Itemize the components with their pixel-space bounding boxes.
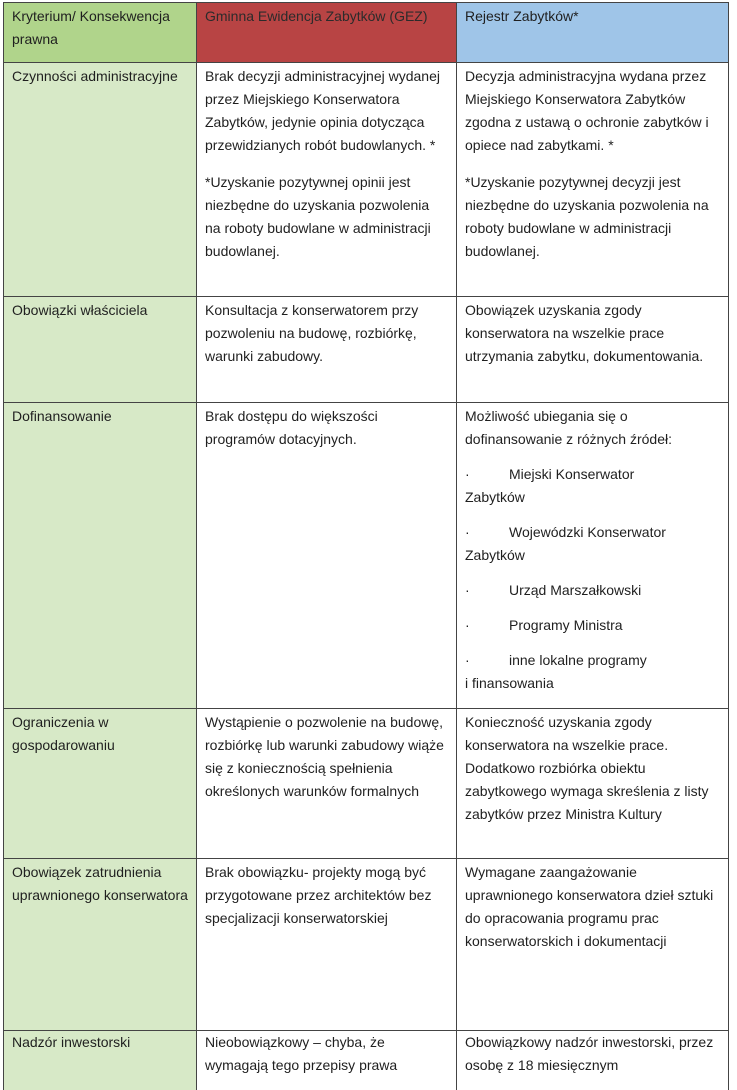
funding-source-item (465, 579, 720, 602)
register-note: *Uzyskanie pozytywnej decyzji jest niezbędne do uzyskania pozwolenia na roboty budowlane w administracji budowlanej. (465, 174, 709, 259)
comparison-table (3, 2, 729, 1090)
register-text: Obowiązkowy nadzór inwestorski, przez osobę z 18 miesięcznym (465, 1034, 714, 1073)
funding-source-item (465, 614, 720, 637)
table-row (3, 296, 729, 402)
gez-cell (196, 296, 456, 402)
header-register: Rejestr Zabytków* (456, 2, 729, 62)
table-row (3, 62, 729, 296)
table-row (3, 708, 729, 858)
table-header-row (3, 2, 729, 62)
criterion-cell: Nadzór inwestorski (3, 1030, 196, 1090)
funding-source-label: Miejski Konserwator (509, 466, 635, 482)
funding-source-label: Urząd Marszałkowski (509, 582, 642, 598)
register-text: Konieczność uzyskania zgody konserwatora na wszelkie prace. Dodatkowo rozbiórka obiektu zabytkowego wymaga skreślenia z listy zabytków przez Ministra Kultury (465, 714, 709, 822)
gez-text: Brak decyzji administracyjnej wydanej przez Miejskiego Konserwatora Zabytków, jedynie opinia dotycząca przewidzianych robót budowlanych. * (205, 68, 440, 153)
bullet-dot: · (465, 617, 470, 633)
register-cell (456, 62, 729, 296)
bullet-dot: · (465, 652, 470, 668)
register-cell (456, 1030, 729, 1090)
criterion-cell: Ograniczenia w gospodarowaniu (3, 708, 196, 858)
funding-source-cont: i finansowania (465, 675, 554, 691)
register-cell (456, 708, 729, 858)
criterion-cell: Dofinansowanie (3, 402, 196, 708)
criterion-cell: Czynności administracyjne (3, 62, 196, 296)
header-criterion: Kryterium/ Konsekwencja prawna (3, 2, 196, 62)
funding-source-cont: Zabytków (465, 547, 525, 563)
register-intro: Możliwość ubiegania się o dofinansowanie z różnych źródeł: (465, 408, 673, 447)
funding-source-label: Programy Ministra (509, 617, 623, 633)
criterion-cell: Obowiązki właściciela (3, 296, 196, 402)
funding-source-cont: Zabytków (465, 489, 525, 505)
gez-cell (196, 1030, 456, 1090)
gez-cell (196, 402, 456, 708)
register-cell (456, 402, 729, 708)
header-gez: Gminna Ewidencja Zabytków (GEZ) (196, 2, 456, 62)
bullet-dot: · (465, 524, 470, 540)
gez-text: Brak dostępu do większości programów dotacyjnych. (205, 408, 378, 447)
register-cell (456, 296, 729, 402)
register-text: Obowiązek uzyskania zgody konserwatora na wszelkie prace utrzymania zabytku, dokumentowania. (465, 302, 704, 364)
gez-text: Nieobowiązkowy – chyba, że wymagają tego przepisy prawa (205, 1034, 398, 1073)
register-text: Wymagane zaangażowanie uprawnionego konserwatora dzieł sztuki do opracowania programu prac konserwatorskich i dokumentacji (465, 864, 714, 949)
funding-source-item (465, 463, 720, 509)
register-cell (456, 858, 729, 1030)
table-row (3, 1030, 729, 1090)
gez-text: Wystąpienie o pozwolenie na budowę, rozbiórkę lub warunki zabudowy wiąże się z koniecznością spełnienia określonych warunków formalnych (205, 714, 444, 799)
bullet-dot: · (465, 466, 470, 482)
funding-source-item (465, 649, 720, 695)
table-row (3, 858, 729, 1030)
funding-source-label: inne lokalne programy (509, 652, 647, 668)
register-text: Decyzja administracyjna wydana przez Miejskiego Konserwatora Zabytków zgodna z ustawą o ochronie zabytków i opiece nad zabytkami. * (465, 68, 709, 153)
gez-text: Brak obowiązku- projekty mogą być przygotowane przez architektów bez specjalizacji konserwatorskiej (205, 864, 432, 926)
gez-text: Konsultacja z konserwatorem przy pozwoleniu na budowę, rozbiórkę, warunki zabudowy. (205, 302, 419, 364)
gez-note: *Uzyskanie pozytywnej opinii jest niezbędne do uzyskania pozwolenia na roboty budowlane w administracji budowlanej. (205, 174, 431, 259)
table-row (3, 402, 729, 708)
gez-cell (196, 708, 456, 858)
gez-cell (196, 858, 456, 1030)
funding-source-item (465, 521, 720, 567)
bullet-dot: · (465, 582, 470, 598)
criterion-cell: Obowiązek zatrudnienia uprawnionego konserwatora (3, 858, 196, 1030)
gez-cell (196, 62, 456, 296)
funding-source-label: Wojewódzki Konserwator (509, 524, 666, 540)
